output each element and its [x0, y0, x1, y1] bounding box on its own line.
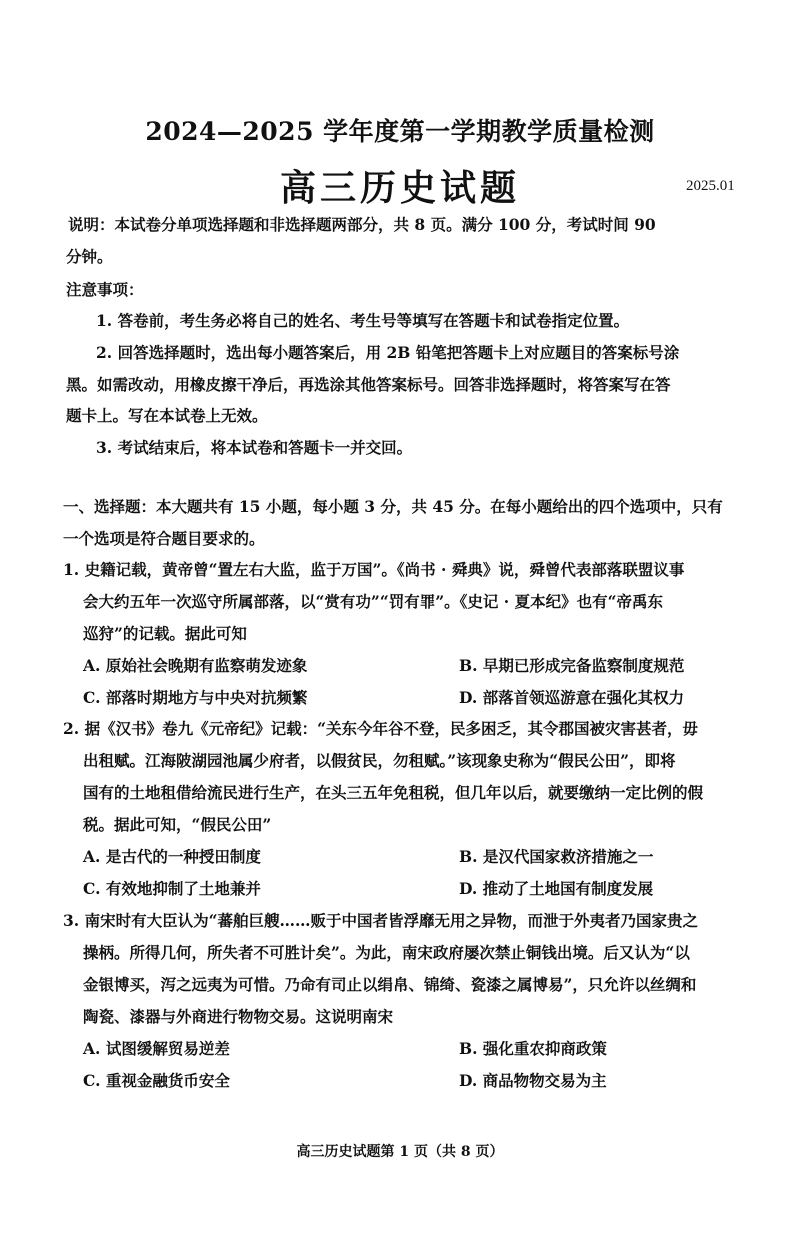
- question-3-option-c: C. 重视金融货币安全: [83, 1071, 230, 1090]
- section-1-heading: 一、选择题：本大题共有 15 小题，每小题 3 分，共 45 分。在每小题给出的四个选项中，只有: [63, 497, 723, 516]
- question-1-line-2: 会大约五年一次巡守所属部落，以“赏有功”“罚有罪”。《史记 · 夏本纪》也有“帝禹东: [83, 592, 664, 611]
- note-3: 3. 考试结束后，将本试卷和答题卡一并交回。: [96, 438, 413, 457]
- note-2-line-3: 题卡上。写在本试卷上无效。: [66, 406, 268, 425]
- question-2-line-2: 出租赋。江海陂湖园池属少府者，以假贫民，勿租赋。”该现象史称为“假民公田”，即将: [83, 751, 676, 770]
- exam-title: 2024—2025 学年度第一学期教学质量检测: [145, 117, 655, 146]
- question-3-line-1: 3. 南宋时有大臣认为“蕃舶巨艘……贩于中国者皆浮靡无用之异物，而泄于外夷者乃国家贵之: [63, 911, 698, 930]
- question-1-option-a: A. 原始社会晚期有监察萌发迹象: [83, 656, 308, 675]
- exam-subject-title: 高三历史试题: [279, 167, 520, 209]
- question-2-line-4: 税。据此可知，“假民公田”: [83, 815, 272, 834]
- section-1-heading-cont: 一个选项是符合题目要求的。: [63, 529, 265, 548]
- question-2-option-b: B. 是汉代国家救济措施之一: [459, 847, 654, 866]
- note-2-line-1: 2. 回答选择题时，选出每小题答案后，用 2B 铅笔把答题卡上对应题目的答案标号涂: [96, 343, 680, 362]
- note-1: 1. 答卷前，考生务必将自己的姓名、考生号等填写在答题卡和试卷指定位置。: [96, 311, 630, 330]
- question-1-option-b: B. 早期已形成完备监察制度规范: [459, 656, 685, 675]
- question-1-line-3: 巡狩”的记载。据此可知: [83, 624, 247, 643]
- question-3-option-d: D. 商品物物交易为主: [459, 1071, 607, 1090]
- note-2-line-2: 黑。如需改动，用橡皮擦干净后，再选涂其他答案标号。回答非选择题时，将答案写在答: [66, 375, 671, 394]
- question-3-line-2: 操柄。所得几何，所失者不可胜计矣”。为此，南宋政府屡次禁止铜钱出境。后又认为“以: [83, 943, 690, 962]
- instructions-line-2: 分钟。: [66, 247, 113, 266]
- exam-date: 2025.01: [686, 178, 735, 194]
- question-3-line-4: 陶瓷、漆器与外商进行物物交易。这说明南宋: [83, 1007, 394, 1026]
- question-1-option-c: C. 部落时期地方与中央对抗频繁: [83, 688, 308, 707]
- question-3-line-3: 金银博买，泻之远夷为可惜。乃命有司止以绢帛、锦绮、瓷漆之属博易”，只允许以丝绸和: [83, 975, 697, 994]
- question-2-option-a: A. 是古代的一种授田制度: [83, 847, 261, 866]
- question-2-line-3: 国有的土地租借给流民进行生产，在头三五年免租税，但几年以后，就要缴纳一定比例的假: [83, 783, 704, 802]
- question-2-option-d: D. 推动了土地国有制度发展: [459, 879, 654, 898]
- question-1-line-1: 1. 史籍记载，黄帝曾“置左右大监，监于万国”。《尚书 · 舜典》说，舜曾代表部落联盟议事: [63, 560, 685, 579]
- instructions-line-1: 说明：本试卷分单项选择题和非选择题两部分，共 8 页。满分 100 分，考试时间 90: [68, 215, 656, 234]
- question-1-option-d: D. 部落首领巡游意在强化其权力: [459, 688, 685, 707]
- question-3-option-b: B. 强化重农抑商政策: [459, 1039, 607, 1058]
- question-2-option-c: C. 有效地抑制了土地兼并: [83, 879, 261, 898]
- question-2-line-1: 2. 据《汉书》卷九《元帝纪》记载：“关东今年谷不登，民多困乏，其令郡国被灾害甚者，毋: [63, 719, 698, 738]
- page-footer: 高三历史试题第 1 页（共 8 页）: [296, 1144, 504, 1160]
- question-3-option-a: A. 试图缓解贸易逆差: [83, 1039, 230, 1058]
- notes-title: 注意事项：: [66, 280, 144, 299]
